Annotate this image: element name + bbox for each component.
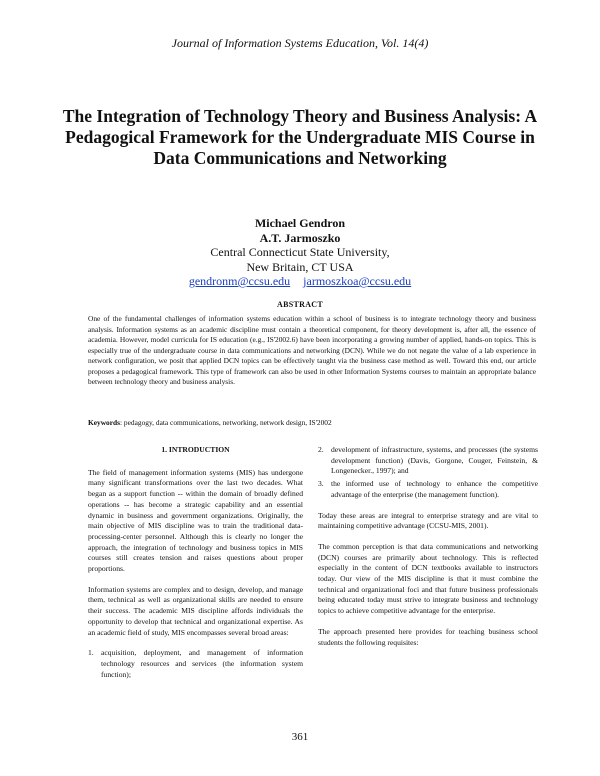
affiliation: Central Connecticut State University,: [210, 245, 390, 259]
keywords-label: Keywords: [88, 418, 121, 427]
section-heading: 1. INTRODUCTION: [161, 445, 230, 454]
paragraph: The field of management information systems (MIS) has undergone many significant transformations over the last two decades. What began as a support function -- within the domain of broadly defined operations -- has become a strategic capability and an essential dynamic in business and government organizations. Originally, the main objective of MIS discipline was to train the traditional data-processing-center personnel. Although this is clearly no longer the approach, the integration of technology and business topics in MIS courses still creates tension and raises questions about proper proportions.: [88, 467, 303, 574]
paragraph: The common perception is that data communications and networking (DCN) courses are primarily about technology. This is reflected especially in the content of DCN textbooks available to instructors today. Our view of the MIS discipline is that it must combine the technical and organizational foci and that future business professionals being educated today must strive to integrate business and technology topics to achieve competitive advantage for the enterprise.: [318, 541, 538, 616]
email-link[interactable]: jarmoszkoa@ccsu.edu: [303, 274, 412, 288]
paragraph: The approach presented here provides for teaching business school students the following requisites:: [318, 626, 538, 647]
right-column: [318, 445, 538, 658]
list-number: 2.: [318, 445, 324, 454]
location: New Britain, CT USA: [246, 259, 354, 274]
list-text: development of infrastructure, systems, and processes (the systems development function) (Davis, Gorgone, Couger, Feinstein, & Longenecker., 1997); and: [331, 445, 538, 476]
list-item: [88, 648, 303, 680]
paragraph: Information systems are complex and to design, develop, and manage them, technical as well as organizational skills are needed to ensure their success. The academic MIS discipline affords individuals the opportunity to develop that technical and organizational expertise. As an academic field of study, MIS encompasses several broad areas:: [88, 584, 303, 637]
list-text: acquisition, deployment, and management of information technology resources and services (the information system function);: [101, 648, 303, 679]
abstract-heading: ABSTRACT: [277, 300, 323, 309]
list-number: 1.: [88, 648, 94, 658]
list-number: 3.: [318, 479, 324, 489]
paper-title: The Integration of Technology Theory and Business Analysis: A Pedagogical Framework for the Undergraduate MIS Course in Data Communications and Networking: [62, 106, 538, 168]
page-number: 361: [291, 731, 309, 743]
left-column: [88, 445, 303, 682]
paragraph: Today these areas are integral to enterprise strategy and are vital to maintaining competitive advantage (CCSU-MIS, 2001).: [318, 510, 538, 531]
keywords-text: : pedagogy, data communications, networking, network design, IS'2002: [120, 418, 332, 427]
keywords: [88, 418, 536, 427]
list-text: the informed use of technology to enhance the competitive advantage of the enterprise (the management function).: [331, 479, 538, 499]
email-row: [0, 274, 600, 289]
author-name: Michael Gendron: [254, 216, 346, 230]
list-item: [318, 445, 538, 477]
author-block: [0, 216, 600, 289]
author-name: A.T. Jarmoszko: [259, 230, 341, 245]
list-item: [318, 479, 538, 500]
journal-header: Journal of Information Systems Education, Vol. 14(4): [171, 36, 429, 50]
abstract-text: One of the fundamental challenges of information systems education within a school of business is to integrate technology theory and business analysis. Information systems as an academic discipline must contain a theoretical component, for theory development is, after all, the essence of academia. However, model curricula for IS education (e.g., IS'2002.6) have been incorporating a growing number of applied, hands-on topics. This is especially true of the undergraduate course in data communications and networking (DCN). While we do not negate the value of a lab experience in network configuration, we posit that applied DCN topics can be effectively taught via the business case method as well. Toward this end, our article proposes a pedagogical framework. This type of framework can also be used in other Information Systems courses to maintain an appropriate balance between technology theory and business analysis.: [88, 314, 536, 386]
email-link[interactable]: gendronm@ccsu.edu: [188, 274, 291, 288]
